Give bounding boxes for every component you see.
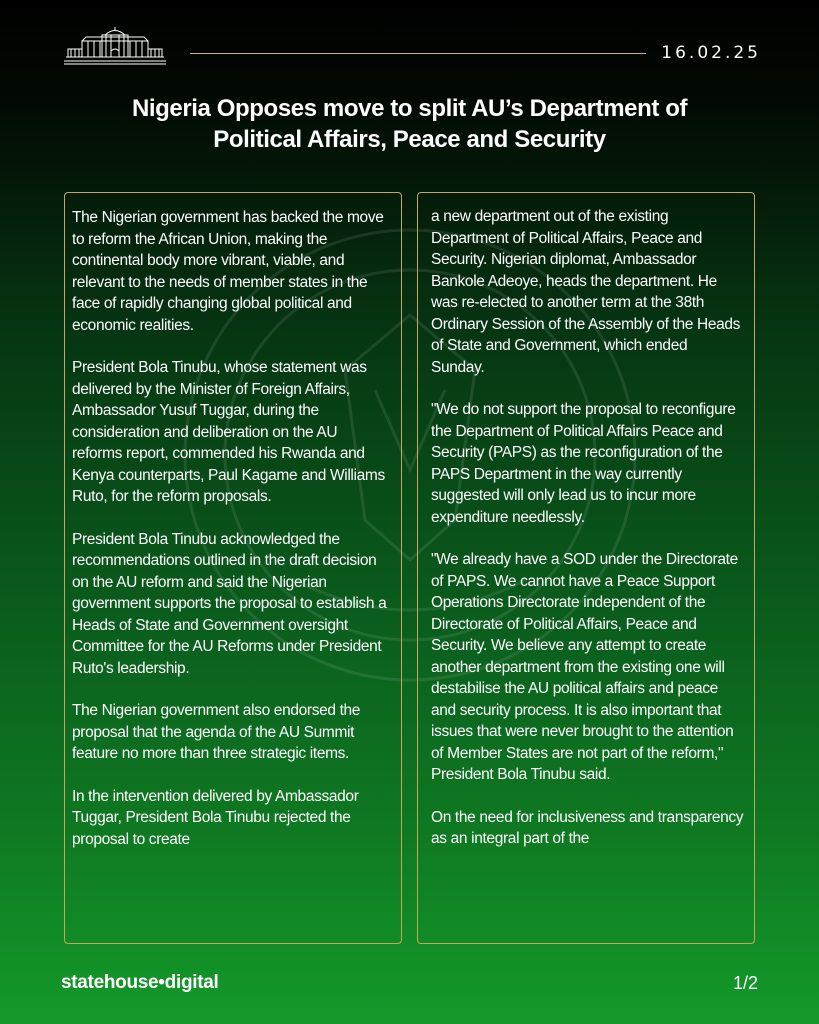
page-indicator: 1/2 xyxy=(732,973,758,993)
article-paragraph: In the intervention delivered by Ambassador Tuggar, President Bola Tinubu rejected the proposal to create xyxy=(72,787,359,848)
article-paragraph: On the need for inclusiveness and transparency as an integral part of the xyxy=(431,808,744,847)
state-house-building-icon xyxy=(62,27,168,67)
article-paragraph: The Nigerian government also endorsed the proposal that the agenda of the AU Summit feature no more than three strategic items. xyxy=(72,702,361,762)
article-paragraph: "We do not support the proposal to reconfigure the Department of Political Affairs Peace and Security (PAPS) as the reconfiguration of the PAPS Department in the way currently suggested will only lead us to incur more expenditure needlessly. xyxy=(431,401,736,526)
headline-line-2: Political Affairs, Peace and Security xyxy=(213,126,606,153)
article-paragraph: "We already have a SOD under the Directorate of PAPS. We cannot have a Peace Support Operations Directorate independent of the Directorate of Political Affairs, Peace and Security. We believe any attempt to create another department from the existing one will destabilise the AU political affairs and peace and security process. It is also important that issues that were never brought to the attention of Member States are not part of the reform," President Bola Tinubu said. xyxy=(431,551,738,783)
headline-line-1: Nigeria Opposes move to split AU’s Department of xyxy=(131,95,688,122)
header-rule xyxy=(190,53,646,54)
post-date: 16.02.25 xyxy=(661,43,761,63)
headline xyxy=(60,93,759,155)
article-paragraph: President Bola Tinubu acknowledged the recommendations outlined in the draft decision on the AU reform and said the Nigerian government supports the proposal to establish a Heads of State and Government oversight Committee for the AU Reforms under President Ruto's leadership. xyxy=(72,530,387,677)
article-column-right xyxy=(417,192,755,944)
article-column-left xyxy=(64,192,402,944)
article-paragraph: The Nigerian government has backed the move to reform the African Union, making the continental body more vibrant, viable, and relevant to the needs of member states in the face of rapidly changing global political and economic realities. xyxy=(72,209,384,334)
article-paragraph: a new department out of the existing Department of Political Affairs, Peace and Security. Nigerian diplomat, Ambassador Bankole Adeoye, heads the department. He was re-elected to another term at the 38th Ordinary Session of the Assembly of the Heads of State and Government, which ended Sunday. xyxy=(431,208,741,376)
brand-wordmark: statehouse•digital xyxy=(61,972,219,993)
article-paragraph: President Bola Tinubu, whose statement was delivered by the Minister of Foreign Affairs, Ambassador Yusuf Tuggar, during the consideration and deliberation on the AU reforms report, commended his Rwanda and Kenya counterparts, Paul Kagame and Williams Ruto, for the reform proposals. xyxy=(72,359,385,505)
